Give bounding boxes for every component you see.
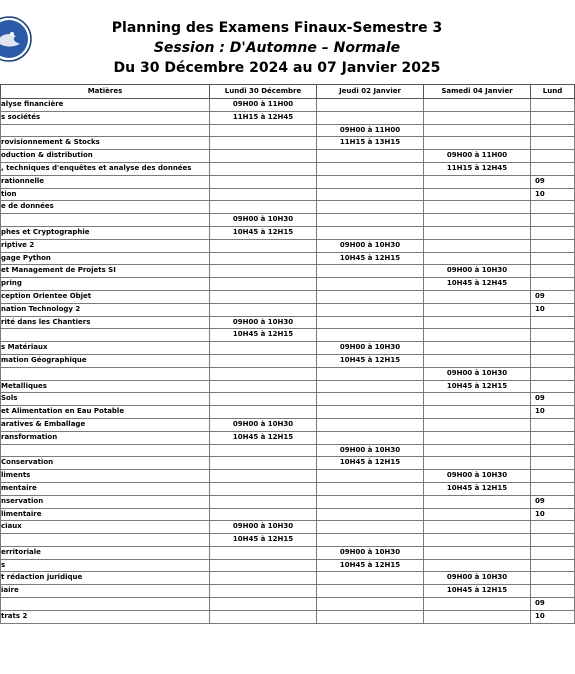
exam-time-cell	[424, 201, 531, 214]
table-row	[1, 431, 575, 444]
exam-time-cell	[210, 457, 317, 470]
column-header: Matières	[1, 85, 210, 99]
exam-time-cell	[317, 265, 424, 278]
exam-time-cell	[210, 508, 317, 521]
table-row	[1, 559, 575, 572]
subject-cell	[1, 444, 210, 457]
column-header: Jeudi 02 Janvier	[317, 85, 424, 99]
exam-time-cell	[531, 546, 575, 559]
exam-time-cell	[210, 188, 317, 201]
exam-time-cell	[424, 598, 531, 611]
exam-time-cell	[424, 444, 531, 457]
exam-time-cell: 09H00 à 10H30	[317, 444, 424, 457]
subject-cell: s Matériaux	[1, 342, 210, 355]
exam-time-cell	[317, 162, 424, 175]
exam-time-cell	[317, 521, 424, 534]
exam-time-cell: 10H45 à 12H15	[424, 482, 531, 495]
exam-time-cell	[317, 598, 424, 611]
table-row	[1, 124, 575, 137]
subject-cell: rité dans les Chantiers	[1, 316, 210, 329]
exam-time-cell	[531, 354, 575, 367]
exam-time-cell	[424, 495, 531, 508]
table-row	[1, 162, 575, 175]
table-row	[1, 598, 575, 611]
subject-cell: rationnelle	[1, 175, 210, 188]
exam-time-cell	[210, 585, 317, 598]
table-row	[1, 354, 575, 367]
exam-time-cell	[317, 367, 424, 380]
exam-schedule-table	[0, 84, 575, 624]
subject-cell: aratives & Emballage	[1, 418, 210, 431]
exam-time-cell	[210, 239, 317, 252]
exam-time-cell	[210, 252, 317, 265]
table-row	[1, 457, 575, 470]
table-row	[1, 226, 575, 239]
exam-time-cell	[424, 354, 531, 367]
subject-cell: tion	[1, 188, 210, 201]
subject-cell	[1, 124, 210, 137]
exam-time-cell	[424, 534, 531, 547]
exam-time-cell	[531, 457, 575, 470]
exam-time-cell: 09H00 à 10H30	[424, 572, 531, 585]
exam-time-cell	[210, 572, 317, 585]
exam-time-cell: 10	[531, 303, 575, 316]
exam-time-cell: 09H00 à 10H30	[210, 316, 317, 329]
subject-cell: et Management de Projets SI	[1, 265, 210, 278]
exam-time-cell	[424, 175, 531, 188]
exam-time-cell	[424, 226, 531, 239]
subject-cell: nation Technology 2	[1, 303, 210, 316]
exam-time-cell	[317, 534, 424, 547]
exam-time-cell	[210, 367, 317, 380]
exam-time-cell	[210, 406, 317, 419]
exam-time-cell: 10H45 à 12H15	[317, 252, 424, 265]
exam-time-cell	[531, 521, 575, 534]
exam-time-cell	[531, 431, 575, 444]
exam-time-cell	[210, 546, 317, 559]
exam-time-cell	[210, 559, 317, 572]
exam-time-cell	[531, 559, 575, 572]
subject-cell: mation Géographique	[1, 354, 210, 367]
subject-cell: nservation	[1, 495, 210, 508]
exam-time-cell: 10H45 à 12H15	[210, 226, 317, 239]
exam-time-cell	[424, 406, 531, 419]
exam-time-cell: 09	[531, 393, 575, 406]
subject-cell: phes et Cryptographie	[1, 226, 210, 239]
exam-time-cell: 09H00 à 10H30	[424, 470, 531, 483]
exam-time-cell	[317, 150, 424, 163]
exam-time-cell	[317, 495, 424, 508]
exam-time-cell	[210, 175, 317, 188]
exam-time-cell: 10H45 à 12H15	[210, 431, 317, 444]
subject-cell: s	[1, 559, 210, 572]
exam-time-cell: 10H45 à 12H15	[317, 354, 424, 367]
table-row	[1, 214, 575, 227]
subject-cell: alyse financière	[1, 99, 210, 112]
exam-time-cell	[317, 316, 424, 329]
table-row	[1, 572, 575, 585]
exam-time-cell: 09H00 à 10H30	[210, 214, 317, 227]
table-row	[1, 316, 575, 329]
table-row	[1, 329, 575, 342]
exam-time-cell: 09H00 à 11H00	[424, 150, 531, 163]
table-row	[1, 99, 575, 112]
exam-time-cell	[424, 214, 531, 227]
subject-cell: erritoriale	[1, 546, 210, 559]
exam-time-cell	[317, 278, 424, 291]
exam-time-cell	[317, 290, 424, 303]
subject-cell: Metalliques	[1, 380, 210, 393]
exam-time-cell	[424, 418, 531, 431]
subject-cell: e de données	[1, 201, 210, 214]
subject-cell: ransformation	[1, 431, 210, 444]
table-row	[1, 495, 575, 508]
subject-cell: liments	[1, 470, 210, 483]
exam-time-cell	[424, 99, 531, 112]
column-header: Lundi 30 Décembre	[210, 85, 317, 99]
exam-time-cell	[317, 111, 424, 124]
exam-time-cell: 09	[531, 290, 575, 303]
exam-time-cell: 09H00 à 10H30	[210, 418, 317, 431]
table-row	[1, 111, 575, 124]
exam-time-cell	[531, 585, 575, 598]
exam-time-cell	[210, 470, 317, 483]
table-row	[1, 418, 575, 431]
subject-cell: Conservation	[1, 457, 210, 470]
table-row	[1, 137, 575, 150]
exam-time-cell	[424, 329, 531, 342]
subject-cell	[1, 329, 210, 342]
exam-time-cell	[317, 303, 424, 316]
table-row	[1, 585, 575, 598]
exam-time-cell	[210, 150, 317, 163]
exam-time-cell	[424, 431, 531, 444]
exam-time-cell	[531, 534, 575, 547]
exam-time-cell	[317, 188, 424, 201]
exam-time-cell	[210, 265, 317, 278]
exam-time-cell	[317, 393, 424, 406]
exam-time-cell	[210, 137, 317, 150]
subject-cell: Sols	[1, 393, 210, 406]
exam-time-cell	[531, 316, 575, 329]
exam-time-cell	[424, 559, 531, 572]
table-row	[1, 546, 575, 559]
exam-time-cell	[210, 610, 317, 623]
exam-time-cell	[317, 201, 424, 214]
table-row	[1, 534, 575, 547]
exam-time-cell	[424, 610, 531, 623]
table-row	[1, 278, 575, 291]
table-row	[1, 610, 575, 623]
exam-time-cell	[317, 470, 424, 483]
exam-time-cell	[531, 265, 575, 278]
exam-time-cell	[317, 418, 424, 431]
exam-time-cell	[424, 188, 531, 201]
exam-time-cell: 11H15 à 12H45	[210, 111, 317, 124]
exam-time-cell: 10	[531, 508, 575, 521]
exam-time-cell	[424, 111, 531, 124]
exam-time-cell: 10H45 à 12H15	[424, 380, 531, 393]
subject-cell: , techniques d'enquêtes et analyse des données	[1, 162, 210, 175]
exam-time-cell	[210, 342, 317, 355]
exam-time-cell	[317, 329, 424, 342]
column-header: Samedi 04 Janvier	[424, 85, 531, 99]
subject-cell	[1, 534, 210, 547]
table-row	[1, 290, 575, 303]
subject-cell: oduction & distribution	[1, 150, 210, 163]
table-row	[1, 201, 575, 214]
exam-time-cell	[424, 457, 531, 470]
subject-cell: s sociétés	[1, 111, 210, 124]
table-row	[1, 470, 575, 483]
exam-time-cell	[424, 124, 531, 137]
subject-cell: ception Orientee Objet	[1, 290, 210, 303]
exam-time-cell: 10H45 à 12H15	[210, 534, 317, 547]
subject-cell: trats 2	[1, 610, 210, 623]
subject-cell: ciaux	[1, 521, 210, 534]
document-title: Planning des Examens Finaux-Semestre 3	[111, 20, 443, 36]
exam-time-cell	[317, 380, 424, 393]
exam-time-cell: 10	[531, 610, 575, 623]
exam-time-cell	[210, 278, 317, 291]
subject-cell: limentaire	[1, 508, 210, 521]
table-row	[1, 482, 575, 495]
exam-time-cell	[531, 137, 575, 150]
exam-time-cell	[424, 521, 531, 534]
table-row	[1, 150, 575, 163]
exam-time-cell	[210, 124, 317, 137]
exam-time-cell: 09H00 à 10H30	[424, 265, 531, 278]
exam-time-cell: 10H45 à 12H45	[424, 278, 531, 291]
subject-cell	[1, 367, 210, 380]
exam-time-cell: 09H00 à 10H30	[317, 239, 424, 252]
subject-cell: gage Python	[1, 252, 210, 265]
exam-time-cell: 09	[531, 598, 575, 611]
table-row	[1, 380, 575, 393]
exam-time-cell: 10H45 à 12H15	[317, 559, 424, 572]
exam-time-cell	[531, 124, 575, 137]
exam-time-cell	[210, 303, 317, 316]
exam-time-cell	[531, 470, 575, 483]
exam-time-cell: 09H00 à 11H00	[210, 99, 317, 112]
subject-cell: rovisionnement & Stocks	[1, 137, 210, 150]
subject-cell: et Alimentation en Eau Potable	[1, 406, 210, 419]
exam-time-cell	[424, 290, 531, 303]
exam-time-cell: 10H45 à 12H15	[210, 329, 317, 342]
exam-time-cell	[210, 393, 317, 406]
exam-time-cell	[531, 367, 575, 380]
subject-cell	[1, 214, 210, 227]
exam-time-cell	[424, 252, 531, 265]
exam-time-cell	[210, 482, 317, 495]
exam-time-cell: 11H15 à 12H45	[424, 162, 531, 175]
table-row	[1, 393, 575, 406]
subject-cell: iaire	[1, 585, 210, 598]
exam-time-cell	[531, 111, 575, 124]
exam-time-cell	[210, 201, 317, 214]
exam-time-cell	[210, 354, 317, 367]
exam-time-cell: 09H00 à 10H30	[317, 546, 424, 559]
subject-cell	[1, 598, 210, 611]
column-header: Lund	[531, 85, 575, 99]
exam-time-cell	[531, 214, 575, 227]
exam-time-cell	[531, 150, 575, 163]
exam-time-cell	[317, 572, 424, 585]
exam-time-cell: 10	[531, 188, 575, 201]
exam-time-cell	[210, 380, 317, 393]
exam-time-cell	[531, 162, 575, 175]
exam-time-cell	[531, 239, 575, 252]
table-row	[1, 252, 575, 265]
table-row	[1, 188, 575, 201]
exam-time-cell	[317, 431, 424, 444]
exam-time-cell	[531, 329, 575, 342]
exam-time-cell	[210, 598, 317, 611]
exam-time-cell	[531, 99, 575, 112]
subject-cell: t rédaction juridique	[1, 572, 210, 585]
exam-time-cell: 11H15 à 13H15	[317, 137, 424, 150]
exam-time-cell: 09	[531, 175, 575, 188]
exam-time-cell	[210, 444, 317, 457]
exam-time-cell	[317, 508, 424, 521]
exam-time-cell	[317, 226, 424, 239]
exam-time-cell: 09	[531, 495, 575, 508]
exam-time-cell	[531, 252, 575, 265]
table-row	[1, 444, 575, 457]
table-row	[1, 342, 575, 355]
table-row	[1, 265, 575, 278]
exam-time-cell: 09H00 à 10H30	[424, 367, 531, 380]
session-label: Session : D'Automne – Normale	[153, 40, 401, 56]
exam-time-cell	[531, 572, 575, 585]
exam-time-cell: 09H00 à 10H30	[210, 521, 317, 534]
exam-time-cell	[317, 406, 424, 419]
table-row	[1, 367, 575, 380]
exam-time-cell	[317, 214, 424, 227]
date-range: Du 30 Décembre 2024 au 07 Janvier 2025	[113, 60, 441, 76]
exam-time-cell	[424, 342, 531, 355]
exam-time-cell	[317, 610, 424, 623]
table-row	[1, 406, 575, 419]
subject-cell: riptive 2	[1, 239, 210, 252]
subject-cell: pring	[1, 278, 210, 291]
table-row	[1, 175, 575, 188]
exam-time-cell: 09H00 à 10H30	[317, 342, 424, 355]
exam-time-cell	[531, 380, 575, 393]
table-row	[1, 303, 575, 316]
exam-time-cell: 10	[531, 406, 575, 419]
exam-time-cell	[424, 303, 531, 316]
exam-time-cell	[531, 444, 575, 457]
exam-time-cell	[210, 162, 317, 175]
exam-time-cell	[210, 495, 317, 508]
exam-time-cell	[531, 342, 575, 355]
exam-time-cell	[317, 175, 424, 188]
exam-time-cell	[317, 585, 424, 598]
exam-time-cell	[531, 201, 575, 214]
table-row	[1, 521, 575, 534]
exam-time-cell	[317, 482, 424, 495]
subject-cell: mentaire	[1, 482, 210, 495]
exam-time-cell	[424, 393, 531, 406]
exam-time-cell	[531, 278, 575, 291]
table-row	[1, 239, 575, 252]
exam-time-cell	[424, 137, 531, 150]
exam-time-cell	[210, 290, 317, 303]
exam-time-cell	[531, 482, 575, 495]
table-row	[1, 508, 575, 521]
exam-time-cell	[317, 99, 424, 112]
table-header-row	[1, 85, 575, 99]
exam-time-cell	[424, 508, 531, 521]
exam-time-cell: 09H00 à 11H00	[317, 124, 424, 137]
exam-time-cell	[424, 546, 531, 559]
exam-time-cell	[531, 418, 575, 431]
exam-time-cell	[424, 239, 531, 252]
exam-time-cell: 10H45 à 12H15	[317, 457, 424, 470]
exam-time-cell	[424, 316, 531, 329]
exam-time-cell: 10H45 à 12H15	[424, 585, 531, 598]
exam-time-cell	[531, 226, 575, 239]
